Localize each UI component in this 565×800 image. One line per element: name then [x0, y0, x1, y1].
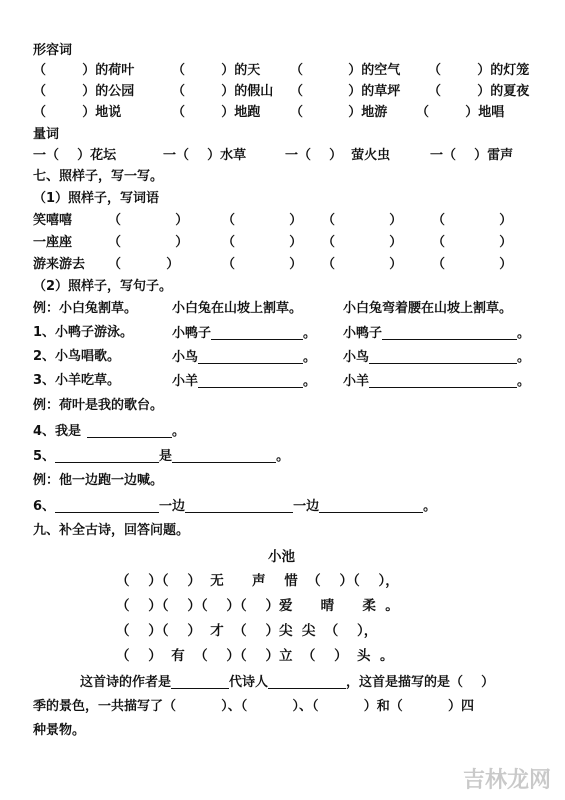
- measure-item: 一（ ）水草: [163, 148, 247, 163]
- word-blank: （ ）: [222, 213, 303, 228]
- sentence-item: [172, 350, 316, 364]
- sentence-prefix: 小羊: [172, 374, 199, 389]
- question-text: 这首诗的作者是: [80, 675, 172, 690]
- adjectives-title: 形容词: [33, 43, 73, 58]
- sentence-prefix: 小羊: [343, 374, 370, 389]
- answer-line[interactable]: [172, 449, 276, 463]
- word-example: 笑嘻嘻: [33, 213, 73, 228]
- word-example: 游来游去: [33, 257, 86, 272]
- word-blank: （ ）: [108, 235, 189, 250]
- item-6-mid: 一边: [293, 499, 320, 514]
- poem-line: （ ）（ ） 才 （ ）尖 尖 （ ），: [116, 623, 378, 639]
- word-blank: （ ）: [108, 257, 180, 272]
- word-blank: （ ）: [432, 235, 513, 250]
- section7-title: 七、照样子，写一写。: [33, 169, 164, 184]
- period: 。: [517, 326, 531, 341]
- answer-line[interactable]: [268, 675, 346, 689]
- sentence-item: [343, 350, 530, 364]
- word-blank: （ ）: [322, 257, 403, 272]
- period: 。: [172, 424, 186, 439]
- word-blank: （ ）: [432, 213, 513, 228]
- answer-line[interactable]: [319, 499, 423, 513]
- question-line: [80, 675, 494, 689]
- item-6: [33, 499, 436, 513]
- question-text: 代诗人: [229, 675, 269, 690]
- item-5-mid: 是: [159, 449, 173, 464]
- sentence-example: 例：他一边跑一边喊。: [33, 473, 164, 488]
- answer-line[interactable]: [185, 499, 293, 513]
- answer-line[interactable]: [369, 350, 517, 364]
- period: 。: [276, 449, 290, 464]
- answer-line[interactable]: [198, 350, 303, 364]
- item-5-prefix: 5、: [33, 449, 56, 464]
- sentence-item: 3、小羊吃草。: [33, 373, 121, 388]
- sentence-item: [172, 374, 316, 388]
- section9-title: 九、补全古诗，回答问题。: [33, 523, 190, 538]
- word-blank: （ ）: [322, 235, 403, 250]
- sentence-item: [343, 374, 530, 388]
- answer-line[interactable]: [198, 374, 303, 388]
- answer-line[interactable]: [171, 675, 229, 689]
- adj-cell: （ ）的公园: [33, 84, 135, 99]
- adj-cell: （ ）的草坪: [290, 84, 401, 99]
- sentence-prefix: 小鸟: [343, 350, 370, 365]
- answer-line[interactable]: [87, 424, 172, 438]
- watermark-logo: 吉林龙网: [462, 768, 551, 793]
- question-line: 季的景色，一共描写了（ ）、（ ）、（ ）和（ ）四: [33, 699, 475, 714]
- period: 。: [517, 350, 531, 365]
- word-blank: （ ）: [108, 213, 189, 228]
- question-text: ，这首是描写的是（ ）: [346, 675, 495, 690]
- adj-cell: （ ）的夏夜: [428, 84, 530, 99]
- adj-cell: （ ）地唱: [416, 105, 505, 120]
- answer-line[interactable]: [55, 449, 159, 463]
- item-6-mid: 一边: [159, 499, 186, 514]
- sentence-prefix: 小鸭子: [343, 326, 383, 341]
- measure-item: 一（ ） 萤火虫: [285, 148, 391, 163]
- answer-line[interactable]: [55, 499, 159, 513]
- period: 。: [517, 374, 531, 389]
- period: 。: [303, 350, 317, 365]
- answer-line[interactable]: [382, 326, 517, 340]
- part2-title: （2）照样子，写句子。: [33, 279, 173, 294]
- adj-cell: （ ）的荷叶: [33, 63, 135, 78]
- period: 。: [423, 499, 437, 514]
- adj-cell: （ ）地游: [290, 105, 388, 120]
- word-blank: （ ）: [432, 257, 513, 272]
- sentence-example: 小白兔弯着腰在山坡上割草。: [343, 301, 513, 316]
- question-line: 种景物。: [33, 723, 86, 738]
- word-blank: （ ）: [222, 235, 303, 250]
- adj-cell: （ ）地说: [33, 105, 122, 120]
- item-5: [33, 449, 289, 463]
- sentence-item: 2、小鸟唱歌。: [33, 349, 121, 364]
- sentence-example: 例：荷叶是我的歌台。: [33, 398, 164, 413]
- sentence-example: 小白兔在山坡上割草。: [172, 301, 303, 316]
- poem-title: 小池: [268, 549, 295, 565]
- poem-line: （ ）（ ）（ ）（ ）爱 晴 柔 。: [116, 598, 399, 614]
- answer-line[interactable]: [369, 374, 517, 388]
- sentence-item: [343, 326, 530, 340]
- poem-line: （ ） 有 （ ）（ ）立 （ ） 头 。: [116, 648, 394, 664]
- measure-item: 一（ ）雷声: [430, 148, 514, 163]
- sentence-prefix: 小鸟: [172, 350, 199, 365]
- word-example: 一座座: [33, 235, 73, 250]
- sentence-prefix: 小鸭子: [172, 326, 212, 341]
- period: 。: [303, 374, 317, 389]
- answer-line[interactable]: [211, 326, 303, 340]
- adj-cell: （ ）的灯笼: [428, 63, 530, 78]
- adj-cell: （ ）的天: [172, 63, 261, 78]
- adj-cell: （ ）地跑: [172, 105, 261, 120]
- sentence-example: 例：小白兔割草。: [33, 301, 138, 316]
- period: 。: [303, 326, 317, 341]
- word-blank: （ ）: [222, 257, 303, 272]
- measure-item: 一（ ）花坛: [33, 148, 117, 163]
- poem-line: （ ）（ ） 无 声 惜 （ ）（ ），: [116, 573, 399, 589]
- measure-words-title: 量词: [33, 127, 60, 142]
- item-4-prefix: 4、我是: [33, 424, 82, 439]
- word-blank: （ ）: [322, 213, 403, 228]
- sentence-item: [172, 326, 316, 340]
- item-6-prefix: 6、: [33, 499, 56, 514]
- part1-title: （1）照样子，写词语: [33, 191, 160, 206]
- sentence-item: 1、小鸭子游泳。: [33, 325, 134, 340]
- adj-cell: （ ）的假山: [172, 84, 274, 99]
- item-4: [33, 424, 185, 438]
- adj-cell: （ ）的空气: [290, 63, 401, 78]
